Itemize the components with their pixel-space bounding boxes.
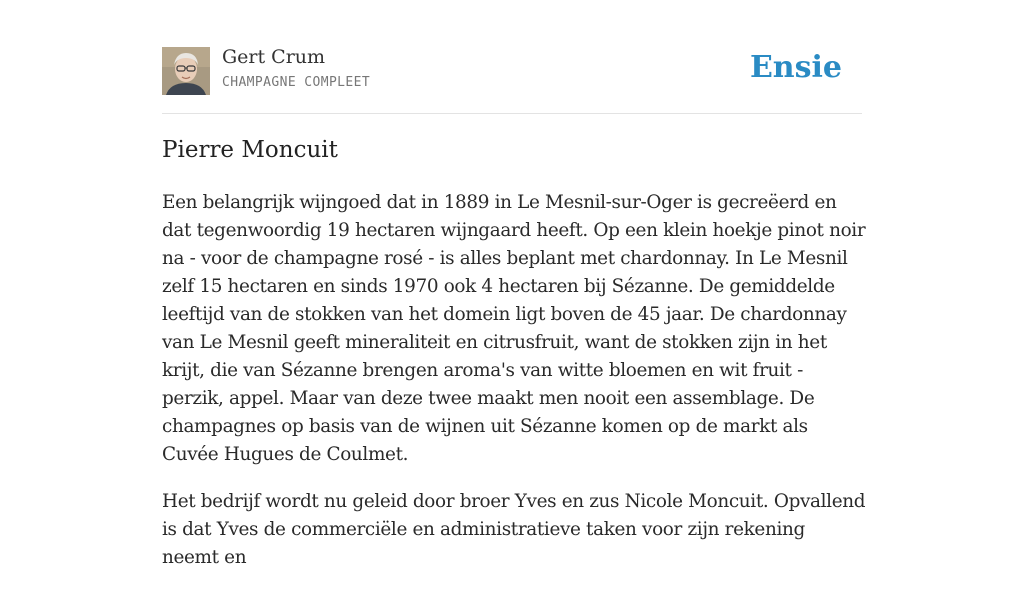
avatar-portrait-icon: [162, 47, 210, 95]
article-body: [162, 189, 867, 591]
article-paragraph: Het bedrijf wordt nu geleid door broer Yves en zus Nicole Moncuit. Opvallend is dat Yves de commerciële en administratieve taken voor zijn rekening neemt en: [162, 491, 866, 568]
brand-logo[interactable]: Ensie: [749, 50, 842, 85]
header: [162, 46, 862, 96]
article-paragraph: Een belangrijk wijngoed dat in 1889 in Le Mesnil-sur-Oger is gecreëerd en dat tegenwoordig 19 hectaren wijngaard heeft. Op een klein hoekje pinot noir na - voor de champagne rosé - is alles beplant met chardonnay. In Le Mesnil zelf 15 hectaren en sinds 1970 ook 4 hectaren bij Sézanne. De gemiddelde leeftijd van de stokken van het domein ligt boven de 45 jaar. De chardonnay van Le Mesnil geeft mineraliteit en citrusfruit, want de stokken zijn in het krijt, die van Sézanne brengen aroma's van witte bloemen en wit fruit - perzik, appel. Maar van deze twee maakt men nooit een assemblage. De champagnes op basis van de wijnen uit Sézanne komen op de markt als Cuvée Hugues de Coulmet.: [162, 192, 866, 465]
author-name[interactable]: Gert Crum: [222, 46, 326, 68]
header-divider: [162, 113, 862, 114]
article-title: Pierre Moncuit: [162, 137, 338, 163]
collection-name[interactable]: CHAMPAGNE COMPLEET: [222, 75, 371, 90]
avatar[interactable]: [162, 47, 210, 95]
